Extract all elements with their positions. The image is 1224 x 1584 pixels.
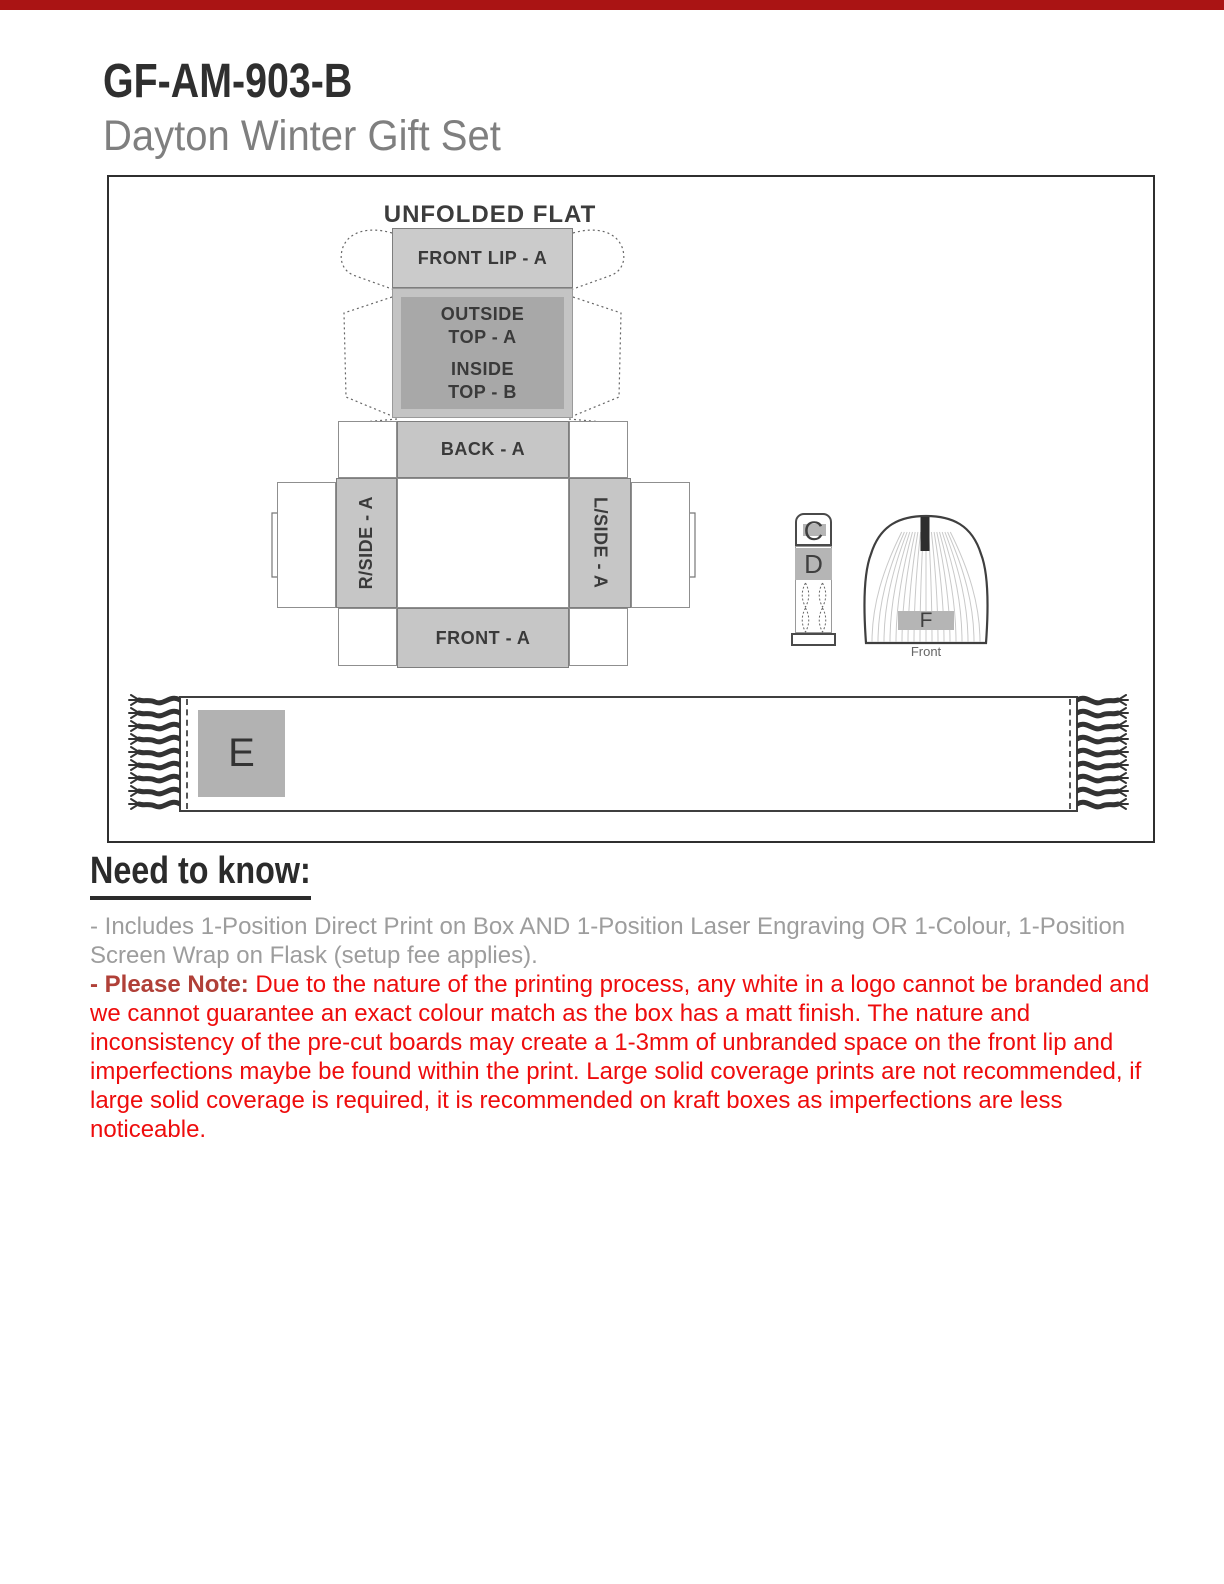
panel-front-label: FRONT - A bbox=[435, 627, 531, 648]
panel-right-side-label: R/SIDE - A bbox=[356, 496, 376, 590]
scarf-print-area bbox=[198, 710, 285, 797]
please-note bbox=[90, 970, 1154, 1144]
panel-right-side bbox=[336, 478, 397, 608]
panel-left-side bbox=[569, 478, 631, 608]
scarf-seam-right bbox=[1069, 699, 1071, 809]
scarf-fringe-left bbox=[118, 694, 180, 816]
scarf-seam-left bbox=[186, 699, 188, 809]
flask-cap-label: C bbox=[803, 516, 824, 546]
outside-top-label-line1: OUTSIDE bbox=[440, 303, 525, 324]
corner-flap-bottom-right bbox=[569, 608, 628, 666]
need-to-know-heading: Need to know: bbox=[90, 850, 311, 900]
need-to-know-section bbox=[90, 850, 1154, 1144]
flask-body-print-band bbox=[795, 548, 832, 580]
diagram-title: UNFOLDED FLAT bbox=[383, 201, 597, 228]
side-flap-left bbox=[277, 482, 336, 608]
corner-flap-top-left bbox=[338, 421, 397, 478]
inside-top-label-line2: TOP - B bbox=[448, 381, 517, 402]
outside-top-label-line2: TOP - A bbox=[448, 326, 517, 347]
beanie-label: F bbox=[919, 608, 933, 632]
flask-body-label: D bbox=[804, 548, 823, 579]
corner-flap-top-right bbox=[569, 421, 628, 478]
panel-back bbox=[397, 421, 569, 478]
panel-left-side-label: L/SIDE - A bbox=[590, 497, 611, 589]
scarf-label: E bbox=[228, 731, 255, 775]
beanie-front-caption: Front bbox=[910, 644, 942, 659]
inside-top-label-line1: INSIDE bbox=[450, 358, 514, 379]
panel-bottom-center bbox=[397, 478, 569, 608]
scarf-body bbox=[179, 696, 1078, 812]
product-name-subtitle: Dayton Winter Gift Set bbox=[103, 112, 501, 160]
flask-base bbox=[791, 633, 836, 646]
product-code-title: GF-AM-903-B bbox=[103, 55, 353, 108]
beanie-print-band bbox=[898, 608, 954, 632]
panel-front-lip bbox=[392, 228, 573, 288]
panel-back-label: BACK - A bbox=[440, 439, 526, 459]
panel-top-inner bbox=[401, 297, 564, 409]
panel-front-lip-label: FRONT LIP - A bbox=[417, 247, 548, 268]
please-note-text: Due to the nature of the printing process, any white in a logo cannot be branded and we cannot guarantee an exact colour match as the box has a matt finish. The nature and inconsistency of the pre-cut boards may create a 1-3mm of unbranded space on the front lip and imperfections maybe be found within the print. Large solid coverage prints are not recommended, if large solid coverage is required, it is recommended on kraft boxes as imperfections are less noticeable. bbox=[90, 971, 1150, 1143]
side-flap-right bbox=[631, 482, 690, 608]
panel-front bbox=[397, 608, 569, 668]
corner-flap-bottom-left bbox=[338, 608, 397, 666]
scarf-fringe-right bbox=[1077, 694, 1139, 816]
top-red-bar bbox=[0, 0, 1224, 10]
flask-diamond-pattern bbox=[794, 580, 834, 636]
please-note-label: - Please Note: bbox=[90, 971, 249, 998]
includes-note: - Includes 1-Position Direct Print on Box AND 1-Position Laser Engraving OR 1-Colour, 1-Position Screen Wrap on Flask (setup fee applies). bbox=[90, 913, 1126, 969]
beanie-seam-tab bbox=[921, 517, 930, 551]
